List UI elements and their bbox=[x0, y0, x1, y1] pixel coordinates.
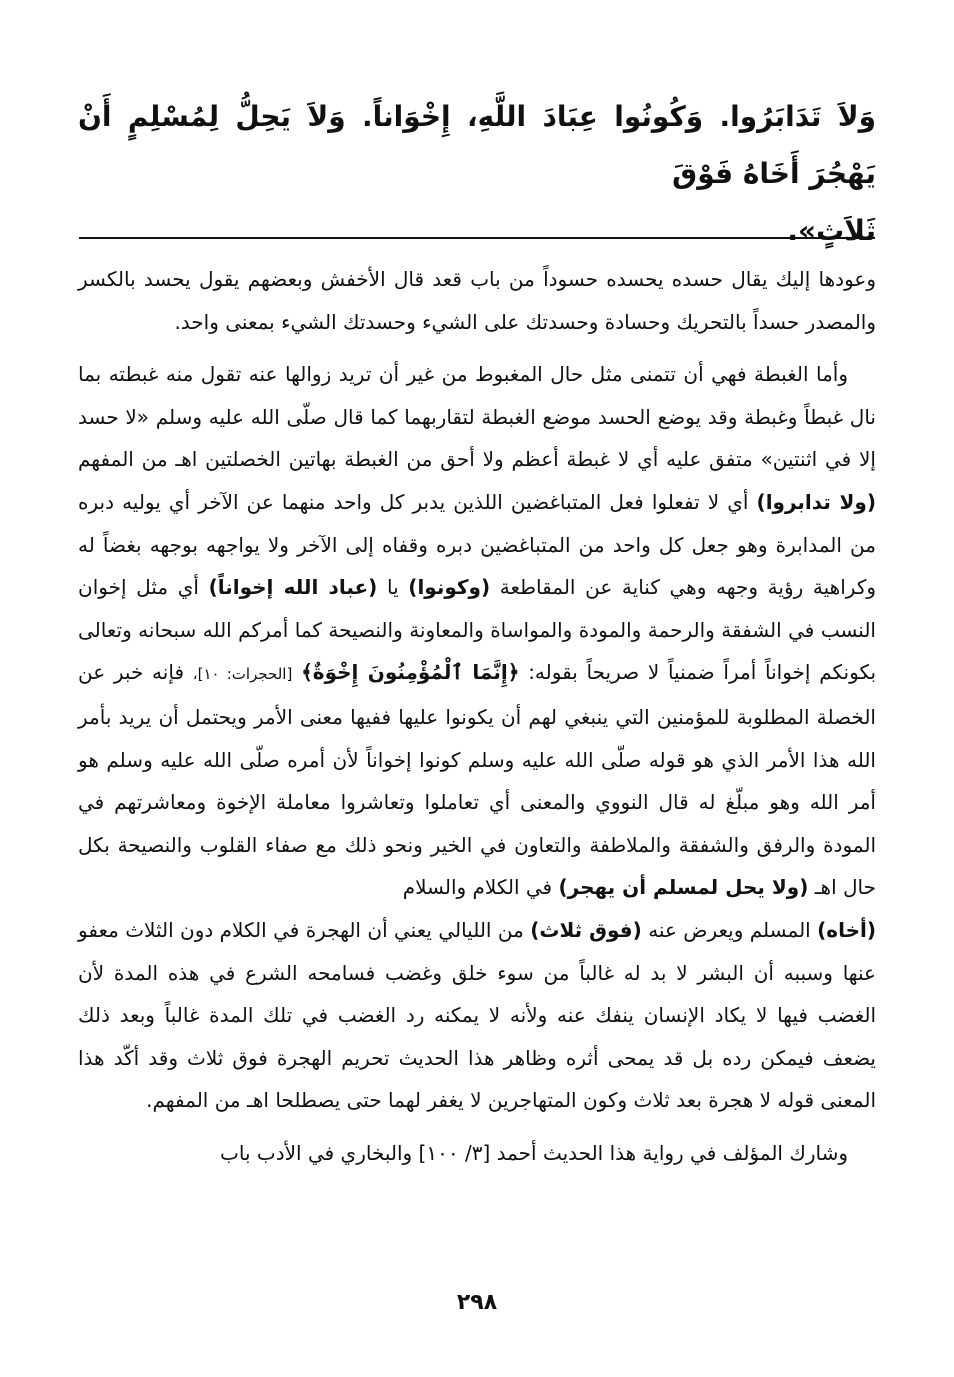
quran-verse: ﴿إِنَّمَا ٱلْمُؤْمِنُونَ إِخْوَةٌ﴾ bbox=[301, 660, 520, 685]
commentary-text: من الليالي يعني أن الهجرة في الكلام دون الثلاث معفو عنها وسببه أن البشر لا بد له غالباً من سوء خلق وغضب فسامحه الشرع في هذه المدة لأن الغضب فيها لا يكاد الإنسان ينفك عنه ولأنه لا يمكنه رد الغضب في تلك المدة غالباً وبعد ذلك يضعف فيمكن رده بل قد يمحى أثره وظاهر هذا الحديث تحريم الهجرة فوق ثلاث وقد أكّد هذا المعنى قوله لا هجرة بعد ثلاث وكون المتهاجرين لا يغفر لهما حتى يصطلحا اهـ من المفهم. bbox=[78, 917, 876, 1113]
commentary-text: المسلم ويعرض عنه bbox=[648, 917, 811, 942]
commentary-text: فإنه خبر عن الخصلة المطلوبة للمؤمنين التي ينبغي لهم أن يكونوا عليها ففيها معنى الأمر ويحتمل أن يريد بأمر الله هذا الأمر الذي هو قوله صلّى الله عليه وسلم كونوا إخواناً لأن أمره صلّى الله عليه وسلم هو أمر الله وهو مبلّغ له قال النووي والمعنى أي تعاملوا وتعاشروا معاملة الإخوة ومعاشرتهم في المودة والرفق والشفقة والملاطفة والتعاون في الخير ونحو ذلك مع صفاء القلوب والنصيحة بكل حال اهـ bbox=[78, 660, 876, 900]
quoted-phrase-bold: (وكونوا) bbox=[408, 575, 491, 600]
quoted-phrase-bold: (فوق ثلاث) bbox=[530, 917, 642, 942]
quoted-phrase-bold: (ولا يحل لمسلم أن يهجر) bbox=[558, 875, 809, 900]
hadith-line-1: وَلاَ تَدَابَرُوا. وَكُونُوا عِبَادَ اللَّهِ، إِخْوَاناً. وَلاَ يَحِلُّ لِمُسْلِمٍ أَنْ يَهْجُرَ أَخَاهُ فَوْقَ bbox=[78, 100, 876, 190]
page-number: ٢٩٨ bbox=[456, 1290, 498, 1315]
commentary-text: أي لا تفعلوا فعل المتباغضين اللذين يدبر كل واحد منهما عن الآخر أي يوليه دبره من المدابرة وهو جعل كل واحد من المتباغضين دبره وقفاه إلى الآخر ولا يواجهه بوجهه بغضاً له وكراهية رؤية وجهه وهي كناية عن المقاطعة bbox=[78, 489, 876, 600]
hadith-text bbox=[78, 88, 876, 259]
verse-reference: [الحجرات: ١٠]، bbox=[192, 665, 293, 684]
commentary-paragraph-1: وعودها إليك يقال حسده يحسده حسوداً من باب قعد قال الأخفش وبعضهم يقول يحسد بالكسر والمصدر حسداً بالتحريك وحسادة وحسدتك على الشيء وحسدتك الشيء بمعنى واحد. bbox=[78, 267, 876, 334]
commentary-text: في الكلام والسلام bbox=[402, 875, 553, 900]
hadith-line-2: ثَلاَثٍ». bbox=[787, 214, 876, 247]
footnote-divider bbox=[79, 237, 875, 239]
quoted-phrase-bold: (عباد الله إخواناً) bbox=[208, 575, 378, 600]
commentary-text: يا bbox=[386, 575, 399, 600]
commentary-paragraph-3: وشارك المؤلف في رواية هذا الحديث أحمد [٣/ ١٠٠] والبخاري في الأدب باب bbox=[220, 1140, 848, 1165]
commentary-section bbox=[78, 258, 876, 1184]
quoted-phrase-bold: (ولا تدابروا) bbox=[756, 489, 876, 514]
commentary-text: أي مثل إخوان النسب في الشفقة والرحمة والمودة والمواساة والمعاونة والنصيحة كما أمركم الله سبحانه وتعالى بكونكم إخواناً أمراً ضمنياً لا صريحاً بقوله: bbox=[78, 575, 877, 685]
commentary-paragraph-2 bbox=[78, 353, 876, 1122]
quoted-phrase-bold: (أخاه) bbox=[817, 917, 876, 942]
commentary-text: وأما الغبطة فهي أن تتمنى مثل حال المغبوط من غير أن تريد زوالها عنه تقول منه غبطته بما نال غبطاً وغبطة وقد يوضع الحسد موضع الغبطة لتقاربهما كما قال صلّى الله عليه وسلم «لا حسد إلا في اثنتين» متفق عليه أي لا غبطة أعظم ولا أحق من الغبطة بهاتين الخصلتين اهـ من المفهم bbox=[78, 362, 876, 472]
